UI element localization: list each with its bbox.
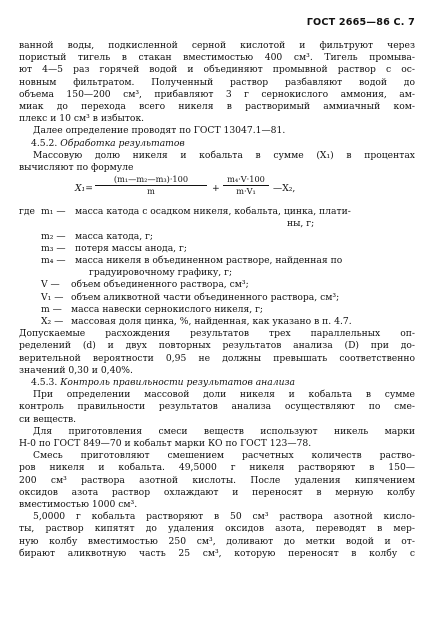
text-line: ют 4—5 раз горячей водой и объединяют промывной раствор с ос- [19, 64, 415, 76]
text-line: При определении массовой доли никеля и кобальта в сумме [33, 389, 415, 401]
document-body [19, 40, 415, 560]
text-line: верительной вероятности 0,95 не должны превышать соответственно [19, 352, 415, 364]
definition-text: потеря массы анода, г; [75, 242, 187, 254]
definition-item [19, 292, 415, 304]
text-line: значений 0,30 и 0,40%. [19, 364, 133, 376]
definition-symbol: m₄ — [41, 255, 66, 266]
formula [19, 174, 415, 204]
text-line: оксидов азота раствор охлаждают и переносят в мерную колбу [19, 486, 415, 498]
mix-paragraph [19, 450, 415, 511]
control-paragraph [19, 389, 415, 426]
definition-symbol: V — [41, 279, 60, 291]
formula-fraction-2 [223, 174, 269, 197]
tolerance-paragraph [19, 328, 415, 377]
section-number: 4.5.2. [31, 137, 58, 149]
text-line: си веществ. [19, 413, 77, 425]
text-line: Допускаемые расхождения результатов трех параллельных оп- [19, 328, 415, 340]
fraction-denominator: m [147, 186, 155, 197]
definition-text: масса катода с осадком никеля, кобальта, цинка, плати- [75, 206, 351, 218]
prep-paragraph [19, 426, 415, 450]
definition-item [19, 255, 415, 279]
text-line: контроль правильности результатов анализа осуществляют по сме- [19, 401, 415, 413]
definition-item [19, 206, 415, 230]
text-line: Для приготовления смеси веществ используют никель марки [33, 425, 415, 437]
text-line: объема 150—200 см³, прибавляют 3 г сернокислого аммония, ам- [19, 88, 415, 100]
section-title: Обработка результатов [60, 137, 185, 149]
section-4-5-3-heading [19, 377, 415, 389]
section-number: 4.5.3. [31, 376, 58, 388]
definition-continuation: градуировочному графику, г; [89, 267, 233, 279]
text-line: новным фильтратом. Полученный раствор разбавляют водой до [19, 76, 415, 88]
text-line: бирают аликвотную часть 25 см³, которую переносят в колбу с [19, 547, 415, 559]
text-line: Массовую долю никеля и кобальта в сумме (X₁) в процентах [33, 149, 415, 161]
cobalt-paragraph [19, 511, 415, 560]
definition-text: масса катода, г; [75, 230, 154, 242]
text-line: ределений (d) и двух повторных результатов анализа (D) при до- [19, 340, 415, 352]
formula-fraction-1 [95, 174, 207, 197]
section-4-5-2-heading [19, 138, 415, 150]
definition-symbol: m — [41, 303, 62, 315]
definition-text: объем объединенного раствора, см³; [71, 279, 249, 291]
text-line: Смесь приготовляют смешением расчетных количеств раство- [33, 450, 415, 462]
definition-continuation: ны, г; [287, 218, 315, 230]
text-line: ров никеля и кобальта. 49,5000 г никеля растворяют в 150— [19, 462, 415, 474]
definition-symbol: X₂ — [41, 315, 64, 327]
text-line: миак до перехода всего никеля в растворимый аммиачный ком- [19, 101, 415, 113]
formula-plus: + [212, 183, 220, 195]
definition-text: массовая доля цинка, %, найденная, как указано в п. 4.7. [71, 315, 352, 327]
definition-item [19, 316, 415, 328]
page-header: ГОСТ 2665—86 С. 7 [306, 17, 415, 28]
text-line: вместимостью 1000 см³. [19, 498, 138, 510]
fraction-denominator: m·V₁ [236, 186, 256, 197]
text-line: вычисляют по формуле [19, 162, 134, 174]
further-reference: Далее определение проводят по ГОСТ 13047.1—81. [33, 125, 286, 137]
definition-symbol: m₃ — [41, 242, 66, 254]
intro-paragraph [19, 40, 415, 125]
formula-rest: —X₂, [273, 183, 296, 195]
formula-lhs: X₁= [75, 183, 93, 195]
definition-text: масса навески сернокислого никеля, г; [71, 303, 264, 315]
definition-item [19, 243, 415, 255]
definition-symbol: m₂ — [41, 230, 66, 242]
text-line: плекс и 10 см³ в избыток. [19, 113, 145, 125]
definitions-list [19, 206, 415, 328]
text-line: ную колбу вместимостью 250 см³, доливают до метки водой и от- [19, 535, 415, 547]
text-line: Н-0 по ГОСТ 849—70 и кобальт марки КО по ГОСТ 123—78. [19, 437, 312, 449]
definition-symbol: V₁ — [41, 291, 64, 303]
text-line: 200 см³ раствора азотной кислоты. После удаления кипячением [19, 474, 415, 486]
text-line: ты, раствор кипятят до удаления оксидов азота, переводят в мер- [19, 523, 415, 535]
definition-item [19, 231, 415, 243]
text-line: ванной воды, подкисленной серной кислотой и фильтруют через [19, 40, 415, 51]
section-title: Контроль правильности результатов анализа [60, 376, 295, 388]
definition-text: масса никеля в объединенном растворе, найденная по [75, 255, 343, 266]
fraction-numerator: m₄·V·100 [223, 174, 269, 186]
definition-symbol: m₁ — [41, 206, 66, 218]
definition-item [19, 304, 415, 316]
text-line: 5,0000 г кобальта растворяют в 50 см³ раствора азотной кисло- [33, 511, 415, 523]
text-line: пористый тигель в стакан вместимостью 400 см³. Тигель промыва- [19, 52, 415, 64]
fraction-numerator: (m₁—m₂—m₃)·100 [95, 174, 207, 186]
definition-text: объем аликвотной части объединенного раствора, см³; [71, 291, 340, 303]
where-label: где [19, 206, 35, 218]
definition-item [19, 279, 415, 291]
